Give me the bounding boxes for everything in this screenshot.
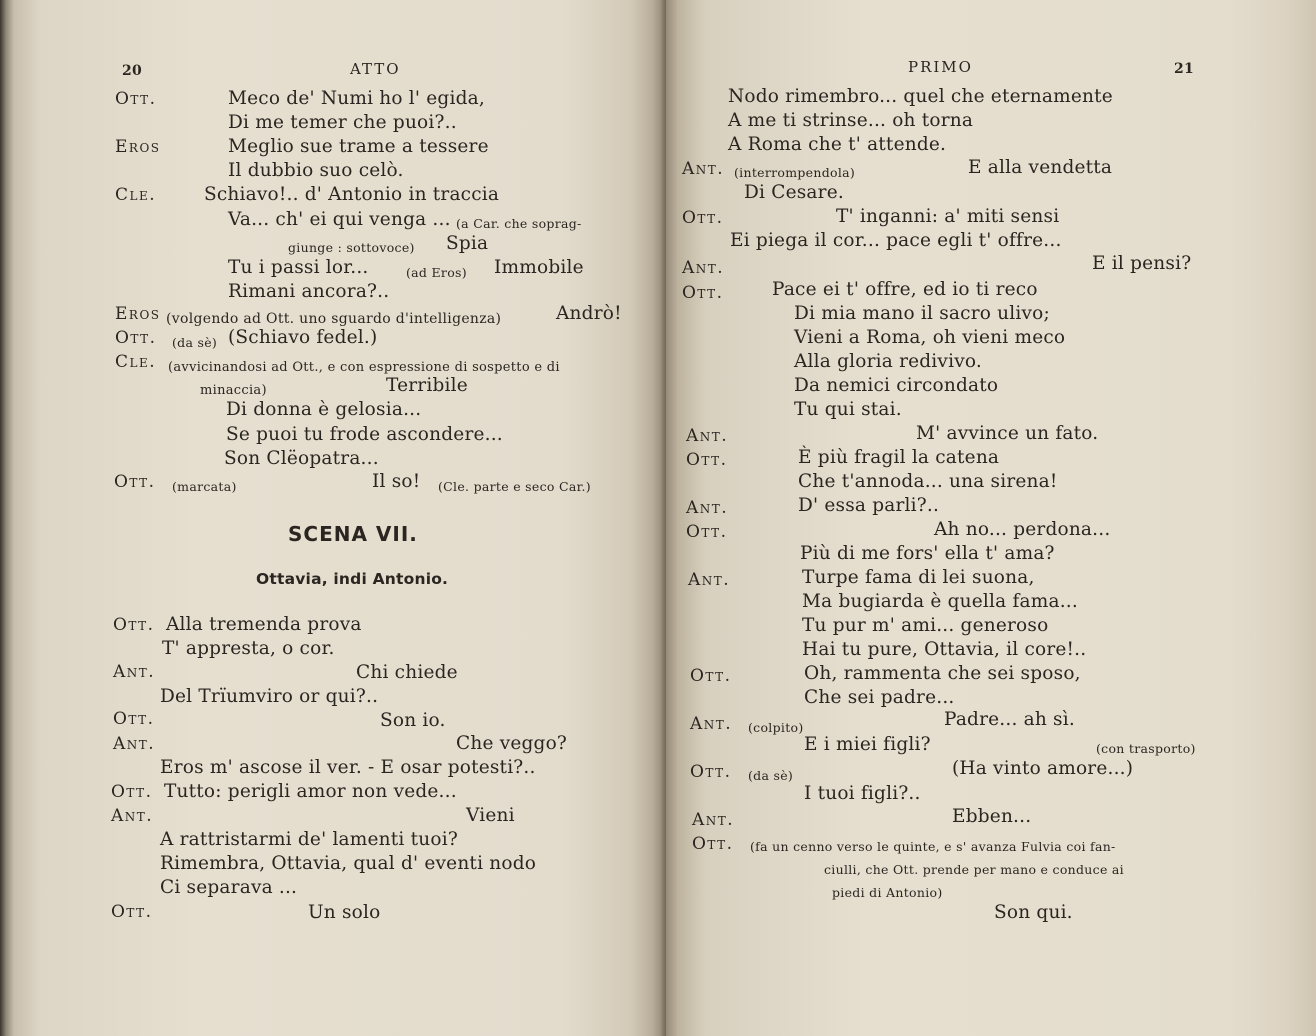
- verse-line: Meco de' Numi ho l' egida,: [228, 88, 485, 109]
- verse-line: Son Clëopatra...: [224, 448, 379, 469]
- verse-line: Nodo rimembro... quel che eternamente: [728, 86, 1113, 107]
- verse-line: Ebben...: [952, 806, 1032, 827]
- verse-line: Ei piega il cor... pace egli t' offre...: [730, 230, 1062, 251]
- verse-line: Ah no... perdona...: [934, 519, 1111, 540]
- verse-line: A Roma che t' attende.: [728, 134, 947, 155]
- stage-direction: (colpito): [748, 720, 804, 735]
- speaker-label: Ott.: [690, 666, 732, 686]
- verse-line: Vieni a Roma, oh vieni meco: [794, 327, 1066, 348]
- verse-line: Oh, rammenta che sei sposo,: [804, 663, 1081, 684]
- speaker-label: Ant.: [682, 159, 725, 179]
- verse-line: T' appresta, o cor.: [162, 638, 335, 659]
- verse-line: Se puoi tu frode ascondere...: [226, 424, 503, 445]
- verse-line: Va... ch' ei qui venga ...: [228, 209, 451, 230]
- verse-line: Son qui.: [994, 902, 1073, 923]
- verse-line: Rimembra, Ottavia, qual d' eventi nodo: [160, 853, 537, 874]
- speaker-label: Eros: [115, 304, 161, 324]
- stage-direction: (da sè): [748, 768, 794, 783]
- speaker-label: Ott.: [686, 450, 728, 470]
- stage-direction: (Cle. parte e seco Car.): [438, 479, 591, 494]
- verse-line: Turpe fama di lei suona,: [802, 567, 1035, 588]
- verse-line: Tu i passi lor...: [228, 257, 369, 278]
- stage-direction: (da sè): [172, 335, 218, 350]
- verse-line: D' essa parli?..: [798, 495, 940, 516]
- verse-line: Tutto: perigli amor non vede...: [164, 781, 457, 802]
- speaker-label: Cle.: [115, 185, 157, 205]
- speaker-label: Ott.: [682, 283, 724, 303]
- stage-direction: (ad Eros): [406, 265, 467, 280]
- verse-line: Che sei padre...: [804, 687, 955, 708]
- stage-direction: (marcata): [172, 479, 237, 494]
- verse-line: È più fragil la catena: [798, 447, 1000, 468]
- speaker-label: Ant.: [113, 734, 156, 754]
- verse-line: Eros m' ascose il ver. - E osar potesti?..: [160, 757, 536, 778]
- right-page: [666, 0, 1316, 1036]
- verse-line: Ma bugiarda è quella fama...: [802, 591, 1078, 612]
- running-head: ATTO: [350, 60, 401, 78]
- stage-direction: (a Car. che soprag-: [456, 216, 582, 231]
- verse-line: Che veggo?: [456, 733, 568, 754]
- speaker-label: Ott.: [114, 472, 156, 492]
- verse-line: Terribile: [386, 375, 468, 396]
- running-head: PRIMO: [908, 58, 973, 76]
- verse-line: Da nemici circondato: [794, 375, 999, 396]
- verse-line: A rattristarmi de' lamenti tuoi?: [160, 829, 458, 850]
- verse-line: (Ha vinto amore...): [952, 758, 1134, 779]
- speaker-label: Ott.: [690, 762, 732, 782]
- verse-line: Ci separava ...: [160, 877, 298, 898]
- speaker-label: Eros: [115, 137, 161, 157]
- stage-direction: (volgendo ad Ott. uno sguardo d'intelligenza): [166, 311, 502, 327]
- stage-direction: (con trasporto): [1096, 741, 1196, 756]
- verse-line: T' inganni: a' miti sensi: [836, 206, 1060, 227]
- stage-direction: (interrompendola): [734, 165, 856, 180]
- speaker-label: Ott.: [115, 328, 157, 348]
- speaker-label: Ott.: [692, 834, 734, 854]
- verse-line: Meglio sue trame a tessere: [228, 136, 489, 157]
- speaker-label: Ant.: [686, 498, 729, 518]
- verse-line: Padre... ah sì.: [944, 709, 1075, 730]
- verse-line: Di Cesare.: [744, 182, 844, 203]
- verse-line: Hai tu pure, Ottavia, il core!..: [802, 639, 1087, 660]
- verse-line: Vieni: [466, 805, 515, 826]
- speaker-label: Ant.: [688, 570, 731, 590]
- verse-line: E il pensi?: [1092, 253, 1192, 274]
- verse-line: Di mia mano il sacro ulivo;: [794, 303, 1050, 324]
- verse-line: Il dubbio suo celò.: [228, 160, 404, 181]
- verse-line: Un solo: [308, 902, 381, 923]
- verse-line: E i miei figli?: [804, 734, 931, 755]
- verse-line: Il so!: [372, 471, 421, 492]
- verse-line: Chi chiede: [356, 662, 458, 683]
- verse-line: Del Trïumviro or qui?..: [160, 686, 379, 707]
- verse-line: Immobile: [494, 257, 584, 278]
- verse-line: Spia: [446, 233, 489, 254]
- scene-title: SCENA VII.: [288, 522, 418, 546]
- verse-line: (Schiavo fedel.): [228, 327, 378, 348]
- verse-line: Tu pur m' ami... generoso: [802, 615, 1049, 636]
- speaker-label: Ott.: [686, 522, 728, 542]
- speaker-label: Ott.: [113, 615, 155, 635]
- verse-line: Rimani ancora?..: [228, 281, 390, 302]
- verse-line: I tuoi figli?..: [804, 783, 921, 804]
- stage-direction: (fa un cenno verso le quinte, e s' avanza Fulvia coi fan-: [750, 839, 1116, 854]
- verse-line: Che t'annoda... una sirena!: [798, 471, 1058, 492]
- speaker-label: Ant.: [692, 810, 735, 830]
- verse-line: Pace ei t' offre, ed io ti reco: [772, 279, 1038, 300]
- verse-line: Di me temer che puoi?..: [228, 112, 457, 133]
- verse-line: Tu qui stai.: [794, 399, 902, 420]
- stage-direction: piedi di Antonio): [832, 885, 943, 900]
- verse-line: Son io.: [380, 710, 446, 731]
- stage-direction: giunge : sottovoce): [288, 240, 415, 255]
- speaker-label: Ant.: [682, 258, 725, 278]
- scene-cast: Ottavia, indi Antonio.: [256, 570, 449, 588]
- verse-line: Alla tremenda prova: [166, 614, 362, 635]
- verse-line: Schiavo!.. d' Antonio in traccia: [204, 184, 500, 205]
- verse-line: A me ti strinse... oh torna: [728, 110, 974, 131]
- stage-direction: (avvicinandosi ad Ott., e con espressione di sospetto e di: [168, 360, 560, 375]
- speaker-label: Ott.: [115, 89, 157, 109]
- verse-line: Alla gloria redivivo.: [794, 351, 982, 372]
- verse-line: Più di me fors' ella t' ama?: [800, 543, 1055, 564]
- verse-line: M' avvince un fato.: [916, 423, 1099, 444]
- speaker-label: Ant.: [690, 714, 733, 734]
- speaker-label: Ant.: [111, 806, 154, 826]
- speaker-label: Ott.: [111, 902, 153, 922]
- speaker-label: Ott.: [113, 709, 155, 729]
- verse-line: Andrò!: [556, 303, 622, 324]
- speaker-label: Cle.: [115, 352, 157, 372]
- speaker-label: Ant.: [113, 662, 156, 682]
- stage-direction: ciulli, che Ott. prende per mano e conduce ai: [824, 862, 1124, 877]
- page-number: 21: [1174, 61, 1194, 77]
- speaker-label: Ant.: [686, 426, 729, 446]
- speaker-label: Ott.: [682, 208, 724, 228]
- page-number: 20: [122, 63, 142, 79]
- verse-line: E alla vendetta: [968, 157, 1113, 178]
- verse-line: Di donna è gelosia...: [226, 399, 422, 420]
- speaker-label: Ott.: [111, 782, 153, 802]
- stage-direction: minaccia): [200, 383, 267, 398]
